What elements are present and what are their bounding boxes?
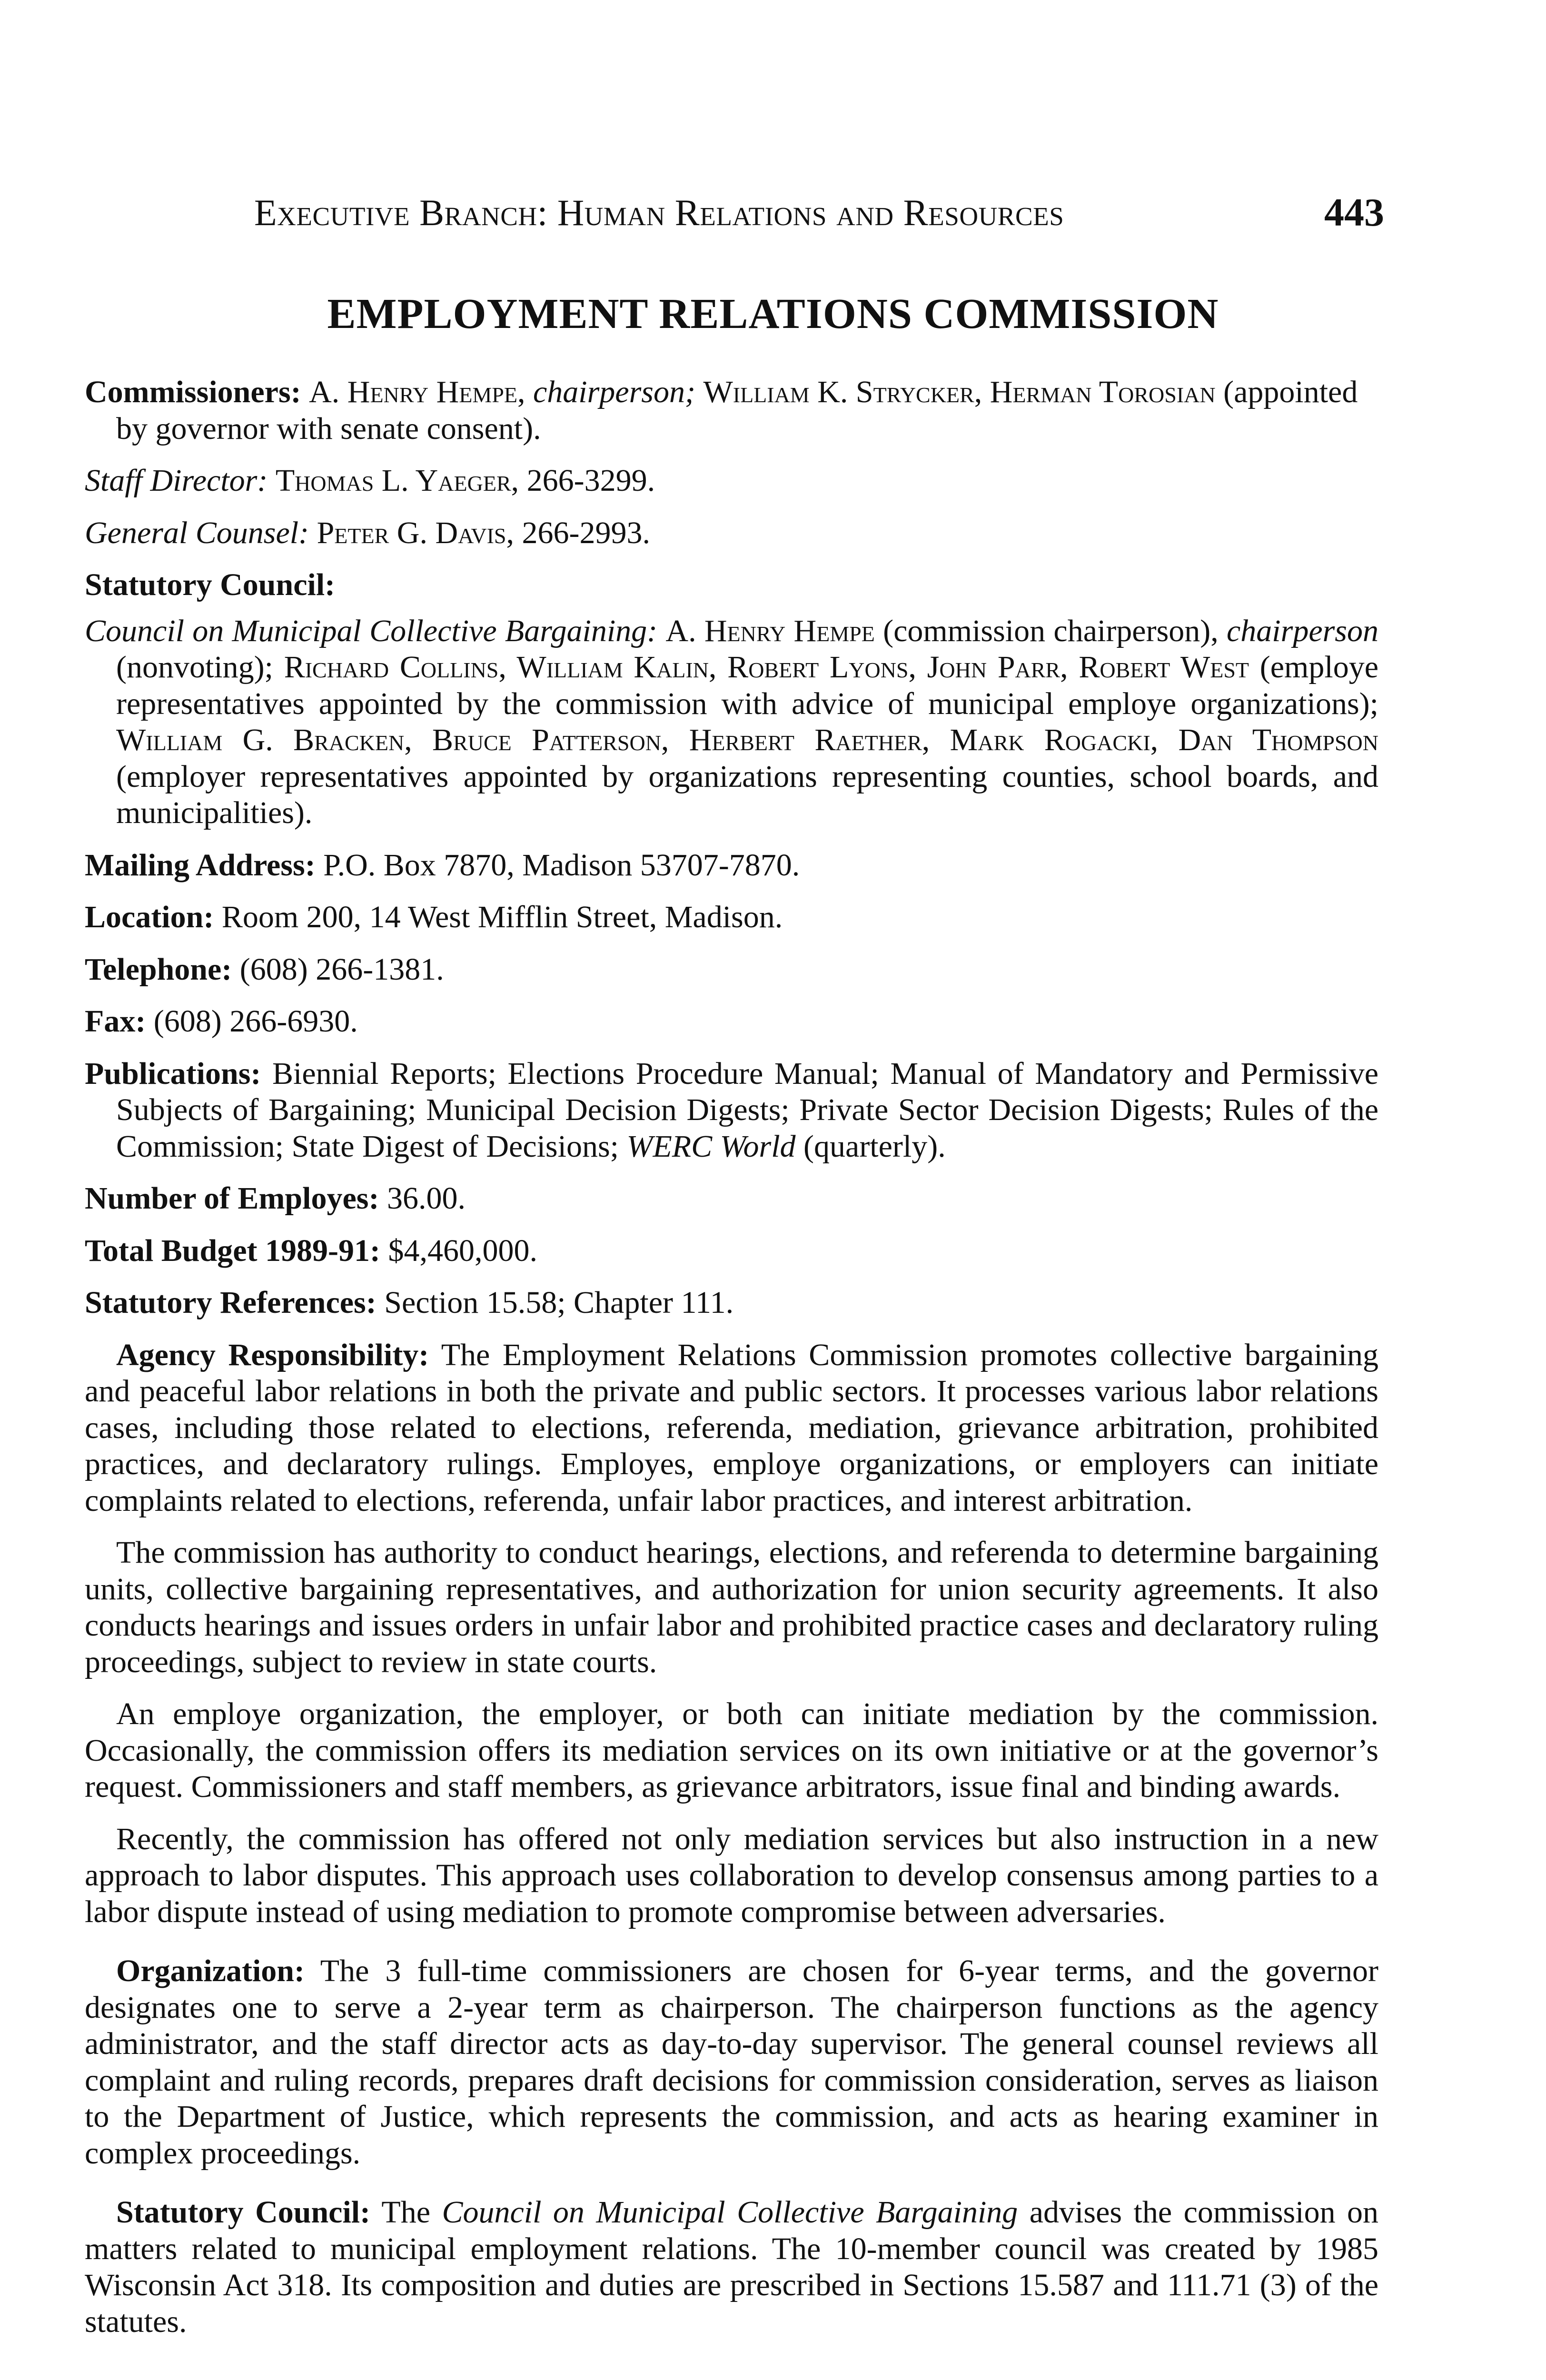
council-chair-note: (commission chairperson), [883, 613, 1219, 648]
statutory-council-name: Council on Municipal Collective Bargaining [442, 2195, 1018, 2230]
commissioner-chair-name: A. Henry Hempe, [309, 375, 525, 409]
statutory-council-heading-entry [85, 567, 1378, 604]
running-head [254, 187, 1384, 239]
budget-value: $4,460,000. [388, 1233, 537, 1268]
publications-value: Biennial Reports; Elections Procedure Manual; Manual of Mandatory and Permissive Subjects of Bargaining; Municipal Decision Digests; Private Sector Decision Digests; Rules of the Commission; State Digest of Decisions; [116, 1056, 1379, 1164]
organization-text: The 3 full-time commissioners are chosen for 6-year terms, and the governor designates one to serve a 2-year term as chairperson. The chairperson functions as the agency administrator, and the staff director acts as day-to-day supervisor. The general counsel reviews all complaint and ruling records, prepares draft decisions for commission consideration, serves as liaison to the Department of Justice, which represents the commission, and acts as hearing examiner in complex proceedings. [85, 1954, 1378, 2171]
staff-director-entry [85, 463, 1378, 499]
agency-responsibility-paragraph-2: The commission has authority to conduct hearings, elections, and referenda to determine bargaining units, collective bargaining representatives, and authorization for union security agreements. It also conducts hearings and issues orders in unfair labor and prohibited practice cases and declaratory ruling proceedings, subject to review in state courts. [85, 1535, 1378, 1679]
location-label: Location: [85, 900, 214, 934]
fax-value: (608) 266-6930. [153, 1004, 358, 1039]
employes-entry [85, 1180, 1378, 1217]
statutory-council-text-start: The [381, 2195, 430, 2230]
statutory-council-paragraph [85, 2194, 1378, 2340]
budget-label: Total Budget 1989-91: [85, 1233, 380, 1268]
telephone-label: Telephone: [85, 952, 232, 987]
employe-representatives: Richard Collins, William Kalin, Robert Lyons, John Parr, Robert West [284, 650, 1249, 684]
staff-director-label: Staff Director: [85, 463, 268, 498]
publications-label: Publications: [85, 1056, 261, 1091]
publications-newsletter-title: WERC World [626, 1129, 796, 1164]
commissioners-note: (appointed by governor with senate consent). [116, 375, 1358, 446]
employer-representatives: William G. Bracken, Bruce Patterson, Herbert Raether, Mark Rogacki, Dan Thompson [116, 723, 1378, 757]
telephone-value: (608) 266-1381. [239, 952, 444, 987]
council-name: Council on Municipal Collective Bargaining: [85, 613, 658, 648]
statutory-references-value: Section 15.58; Chapter 111. [384, 1285, 734, 1320]
council-chair-role: chairperson [1227, 613, 1378, 648]
council-chair-role-note: (nonvoting); [116, 650, 273, 684]
mailing-address-entry [85, 847, 1378, 884]
running-title: Executive Branch: Human Relations and Resources [254, 192, 1064, 233]
employe-representatives-note: (employe representatives appointed by the commission with advice of municipal employe organizations); [116, 650, 1379, 721]
page-title: EMPLOYMENT RELATIONS COMMISSION [327, 290, 1219, 337]
statutory-council-label: Statutory Council: [116, 2195, 371, 2230]
statutory-references-entry [85, 1285, 1378, 1321]
page-number: 443 [1324, 190, 1384, 235]
mailing-address-value: P.O. Box 7870, Madison 53707-7870. [323, 847, 800, 883]
mailing-address-label: Mailing Address: [85, 847, 316, 883]
agency-responsibility-paragraph-3: An employe organization, the employer, or both can initiate mediation by the commission. Occasionally, the commission offers its mediation services on its own initiative or at the governor’s request. Commissioners and staff members, as grievance arbitrators, issue final and binding awards. [85, 1696, 1378, 1804]
commissioner-names: William K. Strycker, Herman Torosian [703, 375, 1216, 409]
location-value: Room 200, 14 West Mifflin Street, Madison. [221, 900, 783, 934]
general-counsel-phone: 266-2993. [522, 515, 650, 550]
organization-paragraph [85, 1953, 1378, 2172]
fax-label: Fax: [85, 1004, 146, 1039]
employes-value: 36.00. [386, 1181, 466, 1216]
budget-entry [85, 1233, 1378, 1269]
telephone-entry [85, 952, 1378, 988]
agency-responsibility-paragraph-4: Recently, the commission has offered not only mediation services but also instruction in a new approach to labor disputes. This approach uses collaboration to develop consensus among parties to a labor dispute instead of using mediation to promote compromise between adversaries. [85, 1821, 1378, 1929]
statutory-council-heading: Statutory Council: [85, 567, 336, 602]
location-entry [85, 899, 1378, 936]
staff-director-phone: 266-3299. [526, 463, 655, 498]
agency-responsibility-paragraph-1 [85, 1337, 1378, 1519]
staff-director-name: Thomas L. Yaeger, [275, 463, 519, 498]
organization-label: Organization: [116, 1954, 305, 1988]
council-chair-name: A. Henry Hempe [665, 613, 875, 648]
commissioners-entry [85, 374, 1378, 447]
employer-representatives-note: (employer representatives appointed by organizations representing counties, school boards, and municipalities). [116, 759, 1378, 830]
commissioner-chair-role: chairperson; [533, 375, 695, 409]
commissioners-label: Commissioners: [85, 375, 301, 409]
employes-label: Number of Employes: [85, 1181, 379, 1216]
agency-responsibility-text-1: The Employment Relations Commission promotes collective bargaining and peaceful labor relations in both the private and public sectors. It processes various labor relations cases, including those related to elections, referenda, mediation, grievance arbitration, prohibited practices, and declaratory rulings. Employes, employe organizations, or employers can initiate complaints related to elections, referenda, unfair labor practices, and interest arbitration. [85, 1337, 1378, 1518]
publications-value-end: (quarterly). [803, 1129, 946, 1164]
fax-entry [85, 1003, 1378, 1040]
general-counsel-entry [85, 515, 1378, 552]
publications-entry [85, 1056, 1378, 1165]
statutory-references-label: Statutory References: [85, 1285, 377, 1320]
council-members-entry [85, 613, 1378, 832]
general-counsel-label: General Counsel: [85, 515, 309, 550]
agency-responsibility-label: Agency Responsibility: [116, 1337, 429, 1372]
document-body [85, 374, 1378, 2356]
general-counsel-name: Peter G. Davis, [317, 515, 515, 550]
statutory-council-text-end: advises the commission on matters related to municipal employment relations. The 10-member council was created by 1985 Wisconsin Act 318. Its composition and duties are prescribed in Sections 15.587 and 111.71 (3) of the statutes. [85, 2195, 1379, 2339]
